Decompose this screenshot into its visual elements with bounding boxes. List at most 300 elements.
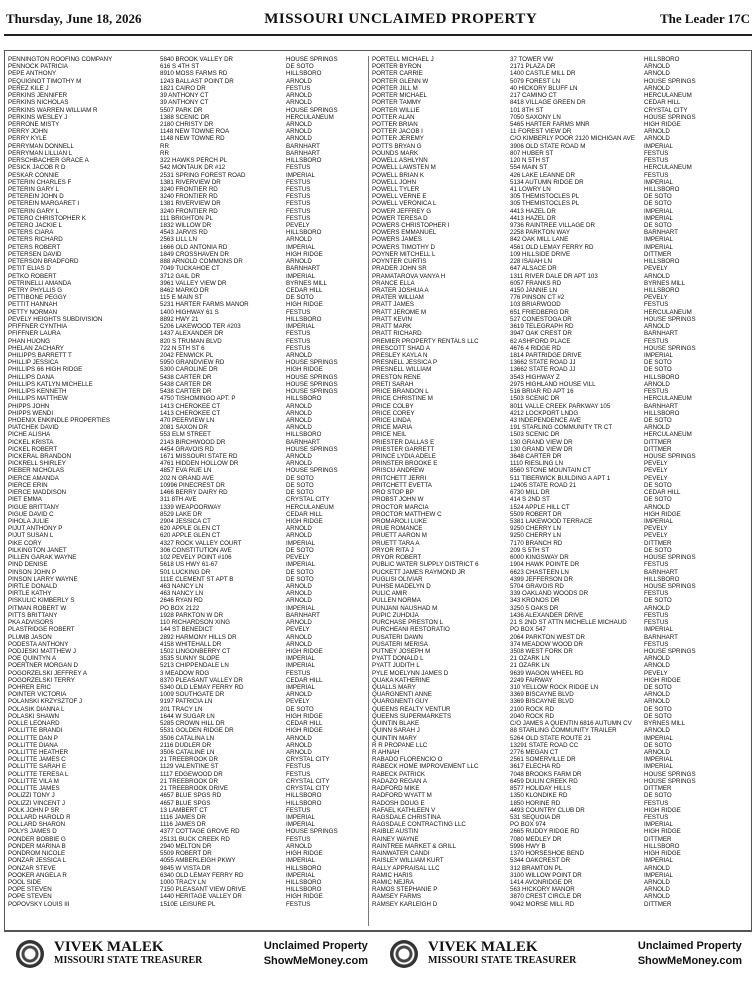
street-address: 2561 SOMERVILLE DR — [510, 756, 576, 764]
owner-name: PRATT MARK — [372, 323, 412, 331]
owner-name: PLASTRIDGE ROBERT — [8, 626, 75, 634]
listing-row — [8, 330, 368, 337]
owner-name: PETERIN GARY L — [8, 185, 60, 193]
street-address: 25131 BUCK CREEK RD — [160, 835, 230, 843]
street-address: 374 MEADOW WOOD DR — [510, 640, 583, 648]
owner-name: PRATER WILLIAM — [372, 294, 424, 302]
city: IMPERIAL — [286, 323, 315, 331]
listing-row — [8, 901, 368, 908]
listing-row — [8, 893, 368, 900]
owner-name: PONDER BOBBIE G — [8, 835, 66, 843]
owner-name: PRATER JOSHUA A — [372, 287, 429, 294]
street-address: 5840 BROOK VALLEY DR — [160, 56, 234, 63]
street-address: 5438 CARTER DR — [160, 373, 212, 381]
city: IMPERIAL — [286, 243, 315, 251]
city: CRYSTAL CITY — [286, 785, 330, 793]
owner-name: POGORZELSKI TERRY — [8, 676, 75, 684]
city: FESTUS — [644, 171, 669, 179]
owner-name: PRISCU ANDREW — [372, 467, 425, 475]
owner-name: PILLEN GARAK WAYNE — [8, 554, 77, 562]
city: PEVELY — [644, 525, 668, 533]
listing-row — [8, 612, 368, 619]
listing-row — [372, 467, 748, 474]
owner-name: PICHE ALISHA — [8, 431, 51, 439]
city: DE SOTO — [644, 193, 672, 201]
listing-row — [372, 489, 748, 496]
listing-row — [372, 670, 748, 677]
city: DITTMER — [644, 835, 672, 843]
listing-row — [8, 99, 368, 106]
city: IMPERIAL — [644, 821, 673, 829]
listing-row — [372, 785, 748, 792]
street-address: 3506 CATALINE LN — [160, 749, 215, 756]
street-address: 1832 WILLOW DR — [160, 222, 212, 230]
street-address: 1524 APPLE HILL CT — [510, 503, 570, 511]
owner-name: PIATCHEK DAVID — [8, 424, 59, 432]
street-address: 5134 AUTUMN RIDGE DR — [510, 178, 584, 186]
street-address: 1414 AVONRIDGE DR — [510, 878, 573, 886]
street-address: 191 STARLING COMMUNITY TR CT — [510, 424, 613, 432]
city: ARNOLD — [644, 272, 670, 280]
street-address: 3369 BISCAYNE BLVD — [510, 691, 574, 699]
owner-name: PRESNELL WILLIAM — [372, 366, 432, 374]
city: FESTUS — [286, 900, 311, 908]
owner-name: RAGSDALE CONTRACTING LLC — [372, 821, 466, 829]
city: IMPERIAL — [644, 243, 673, 251]
street-address: 2904 JESSICA CT — [160, 518, 211, 525]
city: ARNOLD — [644, 727, 670, 735]
city: ARNOLD — [286, 525, 312, 533]
city: BYRNES MILL — [644, 279, 685, 287]
street-address: PO BOX 2122 — [160, 604, 200, 612]
owner-name: PRO STOP BP — [372, 489, 414, 497]
listing-row — [8, 850, 368, 857]
street-address: 101 8TH ST — [510, 106, 544, 114]
street-address: 10996 PINECREST DR — [160, 481, 225, 489]
city: FESTUS — [286, 763, 311, 771]
city: DE SOTO — [644, 222, 672, 230]
owner-name: POWELL TYLER — [372, 185, 420, 193]
city: ARNOLD — [286, 77, 312, 85]
owner-name: QUEENS SUPERMARKETS — [372, 712, 452, 720]
city: HERCULANEUM — [644, 431, 692, 439]
listing-row — [372, 843, 748, 850]
owner-name: PRICE NEIL — [372, 431, 407, 439]
street-address: 8418 VILLAGE GREEN DR — [510, 99, 586, 107]
listing-row — [372, 107, 748, 114]
listing-row — [372, 388, 748, 395]
owner-name: PRUETT TARA A — [372, 539, 420, 547]
city: HOUSE SPRINGS — [286, 388, 338, 396]
issue-date: Thursday, June 18, 2026 — [6, 11, 142, 26]
city: IMPERIAL — [644, 626, 673, 634]
owner-name: POWELL LAWSTEN M — [372, 164, 436, 172]
listing-row — [8, 547, 368, 554]
listing-row — [8, 576, 368, 583]
city: BARNHART — [644, 330, 678, 338]
owner-name: PRESCOTT SHAD A — [372, 344, 430, 352]
owner-name: PIJUT ANTHONY P — [8, 525, 63, 533]
street-address: 1850 HORINE RD — [510, 799, 561, 807]
city: ARNOLD — [286, 135, 312, 143]
listing-row — [8, 569, 368, 576]
street-address: 5213 CHIPPENDALE LN — [160, 662, 229, 670]
street-address: 2892 HARMONY HILLS DR — [160, 633, 237, 641]
city: IMPERIAL — [644, 763, 673, 771]
listing-row — [8, 619, 368, 626]
city: HILLSBORO — [286, 886, 322, 894]
owner-name: PRIESTER DALLAS E — [372, 438, 435, 446]
owner-name: PIRTLE DONALD — [8, 582, 58, 590]
owner-name: PIJUT SUSAN L — [8, 532, 54, 540]
owner-name: PREMIER PROPERTY RENTALS LLC — [372, 337, 479, 345]
owner-name: PETERS CIARA — [8, 229, 54, 237]
listing-row — [372, 727, 748, 734]
owner-name: RAINWATER CANDI — [372, 850, 430, 858]
listing-row — [372, 135, 748, 142]
street-address: 6730 MILL DR — [510, 489, 550, 497]
city: IMPERIAL — [286, 561, 315, 569]
owner-name: RADFORD WYATT M — [372, 792, 432, 800]
listing-row — [8, 886, 368, 893]
city: HERCULANEUM — [644, 92, 692, 100]
street-address: 1370 HORSESHOE BEND — [510, 850, 584, 858]
street-address: 9736 RAINTREE VILLAGE DR — [510, 222, 595, 230]
owner-name: PEREZ KILE J — [8, 84, 49, 92]
city: ARNOLD — [644, 70, 670, 78]
listing-row — [8, 258, 368, 265]
listing-row — [372, 208, 748, 215]
listing-row — [8, 417, 368, 424]
street-address: 2975 HIGHLAND HOUSE VILL — [510, 380, 596, 388]
street-address: 5079 FOREST LN — [510, 77, 561, 85]
city: ARNOLD — [644, 128, 670, 136]
street-address: 1117 EDGEWOOD DR — [160, 770, 223, 778]
owner-name: POLLITTE HEATHER — [8, 749, 69, 756]
owner-name: PETKO ROBERT — [8, 272, 57, 280]
street-address: 13291 STATE ROAD CC — [510, 741, 579, 749]
city: CEDAR HILL — [644, 489, 681, 497]
city: FESTUS — [286, 84, 311, 92]
listing-row — [8, 691, 368, 698]
street-address: 6000 KINGSWAY DR — [510, 554, 569, 562]
owner-name: POPOVSKY LOUIS III — [8, 900, 70, 908]
street-address: 2646 RYAN RD — [160, 597, 203, 605]
owner-name: PODJESKI MATTHEW J — [8, 647, 76, 655]
city: HOUSE SPRINGS — [286, 445, 338, 453]
owner-name: PICKEL ROBERT — [8, 445, 58, 453]
city: HERCULANEUM — [286, 113, 334, 121]
city: HILLSBORO — [644, 842, 680, 850]
street-address: 3250 5 OAKS DR — [510, 604, 559, 612]
city: BARNHART — [286, 611, 320, 619]
city: ARNOLD — [286, 258, 312, 266]
listing-row — [8, 720, 368, 727]
listing-row — [8, 698, 368, 705]
street-address: 531 SEQUOIA DR — [510, 813, 561, 821]
listing-row — [372, 698, 748, 705]
owner-name: POHRER ERIC — [8, 684, 51, 692]
listing-row — [372, 258, 748, 265]
street-address: 511 TIBERWICK BUILDING A APT 1 — [510, 474, 611, 482]
listing-row — [372, 800, 748, 807]
owner-name: PETTY NORMAN — [8, 308, 58, 316]
street-address: 6459 DULIN CREEK RD — [510, 777, 578, 785]
owner-name: PORTELL MICHAEL J — [372, 56, 434, 63]
owner-name: PHIPPS JOHN — [8, 402, 50, 410]
listing-row — [372, 612, 748, 619]
city: FESTUS — [286, 207, 311, 215]
owner-name: PIRTLE KATHY — [8, 590, 52, 598]
listing-row — [8, 208, 368, 215]
city: HILLSBORO — [286, 70, 322, 78]
city: DITTMER — [644, 900, 672, 908]
owner-name: PESICK JACOB R D — [8, 164, 66, 172]
street-address: 311 8TH AVE — [160, 496, 197, 504]
owner-name: RAFAEL KATHLEEN V — [372, 806, 436, 814]
city: HIGH RIDGE — [286, 366, 323, 374]
listing-row — [372, 561, 748, 568]
city: ARNOLD — [286, 691, 312, 699]
city: PEVELY — [644, 294, 668, 302]
owner-name: PRICE BRANDON L — [372, 388, 429, 396]
street-address: 4493 COUNTRY CLUB DR — [510, 806, 585, 814]
listing-row — [8, 735, 368, 742]
owner-name: QUINN SARAH J — [372, 727, 420, 735]
listing-row — [8, 222, 368, 229]
listing-row — [8, 684, 368, 691]
city: ARNOLD — [286, 351, 312, 359]
listing-row — [372, 597, 748, 604]
owner-name: PETRY PHYLLIS G — [8, 287, 63, 294]
owner-name: PRADER JOHN SR — [372, 265, 427, 273]
owner-name: POWELL VERNE E — [372, 193, 427, 201]
listing-row — [8, 605, 368, 612]
street-address: 21 TREEBROOK DR — [160, 777, 218, 785]
listing-row — [8, 460, 368, 467]
city: FESTUS — [286, 806, 311, 814]
street-address: 842 OAK MILL LANE — [510, 236, 569, 244]
street-address: 470 PEERVIEW LN — [160, 416, 215, 424]
listing-row — [372, 677, 748, 684]
owner-name: QUINTIN BLAKE — [372, 720, 420, 728]
listing-row — [372, 713, 748, 720]
street-address: 8892 HWY 21 — [160, 315, 199, 323]
listing-row — [8, 172, 368, 179]
listing-row — [372, 431, 748, 438]
city: IMPERIAL — [286, 662, 315, 670]
owner-name: RAMIC HARIS — [372, 871, 413, 879]
street-address: 312 BRAMTON PL — [510, 864, 563, 872]
listing-row — [8, 287, 368, 294]
street-address: 426 LAKE LEANNE DR — [510, 171, 575, 179]
owner-name: PETERS ROBERT — [8, 243, 61, 251]
street-address: 21 S 2ND ST ATTN MICHELLE MICHAUD — [510, 619, 627, 627]
street-address: 13662 STATE ROAD JJ — [510, 359, 576, 367]
owner-name: POLLITTE VILA M — [8, 777, 59, 785]
listing-row — [8, 215, 368, 222]
owner-name: RAINTREE MARKET & GRILL — [372, 842, 457, 850]
street-address: 2940 MELTON DR — [160, 842, 212, 850]
street-address: 820 S TRUMAN BLVD — [160, 337, 222, 345]
owner-name: PRATT KEVIN — [372, 315, 412, 323]
city: HOUSE SPRINGS — [286, 373, 338, 381]
city: CRYSTAL CITY — [644, 106, 688, 114]
street-address: 3712 GAIL DR — [160, 272, 201, 280]
owner-name: POLLE LEONARD — [8, 720, 60, 728]
street-address: 2116 DUDLER DR — [160, 741, 212, 749]
owner-name: PIHOLA JULIE — [8, 518, 49, 525]
street-address: 4413 HAZEL DR — [510, 214, 556, 222]
city: FESTUS — [644, 611, 669, 619]
street-address: 305 THEMISTOCLES PL — [510, 193, 580, 201]
owner-name: PROCTOR MATTHEW C — [372, 510, 442, 518]
city: HERCULANEUM — [286, 503, 334, 511]
city: HIGH RIDGE — [286, 250, 323, 258]
listing-row — [372, 496, 748, 503]
street-address: 1148 NEW TOWNE ROA — [160, 128, 230, 136]
street-address: 130 GRAND VIEW DR — [510, 438, 573, 446]
city: FESTUS — [644, 640, 669, 648]
city: HOUSE SPRINGS — [644, 582, 696, 590]
owner-name: PITTS BRITTANY — [8, 611, 58, 619]
city: HERCULANEUM — [644, 308, 692, 316]
owner-name: RABECK PATRICK — [372, 770, 426, 778]
city: CRYSTAL CITY — [286, 496, 330, 504]
listing-row — [372, 85, 748, 92]
owner-name: PETIT ELIAS D — [8, 265, 51, 273]
listing-row — [8, 872, 368, 879]
owner-name: POLLITTE TERESA L — [8, 770, 69, 778]
listing-row — [372, 381, 748, 388]
listing-row — [372, 525, 748, 532]
owner-name: POLLITTE BRANDI — [8, 727, 63, 735]
street-address: 305 THEMISTOCLES PL — [510, 200, 580, 208]
listing-row — [8, 309, 368, 316]
listing-row — [8, 251, 368, 258]
street-address: 4150 JANNIE LN — [510, 287, 558, 294]
owner-name: RAMIC NEJRA — [372, 878, 414, 886]
listing-row — [372, 872, 748, 879]
listing-row — [372, 338, 748, 345]
street-address: 620 APPLE GLEN CT — [160, 532, 221, 540]
owner-name: POWELL VERONICA L — [372, 200, 437, 208]
city: ARNOLD — [286, 532, 312, 540]
street-address: 4212 LOCKPORT LNDG — [510, 409, 579, 417]
street-address: 5231 HARTER FARMS MANOR — [160, 301, 249, 309]
listing-row — [372, 323, 748, 330]
city: HILLSBORO — [286, 431, 322, 439]
city: FESTUS — [644, 301, 669, 309]
listing-row — [8, 857, 368, 864]
listing-row — [372, 662, 748, 669]
listing-row — [372, 236, 748, 243]
city: BARNHART — [644, 402, 678, 410]
owner-name: PHILLIPS 66 HIGH RIDGE — [8, 366, 83, 374]
city: ARNOLD — [644, 749, 670, 756]
listing-row — [8, 164, 368, 171]
street-address: 1339 WEAPOORWAY — [160, 503, 222, 511]
city: HOUSE SPRINGS — [644, 777, 696, 785]
owner-name: R AHNAH — [372, 749, 400, 756]
street-address: 202 N GRAND AVE — [160, 474, 214, 482]
owner-name: PLUMB JASON — [8, 633, 52, 641]
street-address: 5344 OAKCREST DR — [510, 857, 571, 865]
street-address: 39 ANTHONY CT — [160, 92, 209, 100]
listing-row — [8, 395, 368, 402]
owner-name: POWELL JOHN — [372, 178, 417, 186]
street-address: 9042 MORSE MILL RD — [510, 900, 575, 908]
city: HILLSBORO — [286, 229, 322, 237]
city: ARNOLD — [286, 842, 312, 850]
owner-name: PUPIC ZUHDIJA — [372, 611, 419, 619]
city: BARNHART — [286, 142, 320, 150]
street-address: 3240 FRONTIER RD — [160, 207, 218, 215]
owner-name: RAISLEY WILLIAM KURT — [372, 857, 444, 865]
street-address: 322 HAWKS PERCH PL — [160, 157, 228, 165]
listing-row — [372, 821, 748, 828]
owner-name: PHOENIX ENKINDLE PROPERTIES — [8, 416, 111, 424]
owner-name: PEPE ANTHONY — [8, 70, 57, 78]
city: IMPERIAL — [644, 756, 673, 764]
listing-row — [372, 186, 748, 193]
listing-row — [8, 561, 368, 568]
owner-name: POYNTER CURTIS — [372, 258, 427, 266]
owner-name: QUARGNENTI ANNE — [372, 691, 432, 699]
street-address: 3870 CREST CIRCLE DR — [510, 893, 582, 901]
listing-row — [372, 720, 748, 727]
owner-name: PUNJANI NAUSHAD M — [372, 604, 438, 612]
owner-name: PERKINS NICHOLAS — [8, 99, 69, 107]
owner-name: PRICE COREY — [372, 409, 415, 417]
street-address: 620 APPLE GLEN CT — [160, 525, 221, 533]
listing-row — [372, 691, 748, 698]
listing-row — [8, 489, 368, 496]
city: IMPERIAL — [286, 539, 315, 547]
owner-name: POOL SIDE — [8, 878, 42, 886]
owner-name: POLLITTE DAN P — [8, 734, 58, 742]
listing-row — [8, 843, 368, 850]
owner-name: PROCTOR MARCIA — [372, 503, 429, 511]
street-address: 201 TRACY LN — [160, 705, 203, 713]
street-address: 144 ST BENEDICT — [160, 626, 213, 634]
street-address: 1381 RIVERVIEW DR — [160, 200, 221, 208]
street-address: 109 HILLSIDE DRIVE — [510, 250, 571, 258]
page-title: MISSOURI UNCLAIMED PROPERTY — [264, 10, 538, 27]
city: IMPERIAL — [286, 684, 315, 692]
street-address: 8577 HOLIDAY HILLS — [510, 785, 571, 793]
city: ARNOLD — [286, 741, 312, 749]
street-address: 12405 STATE ROAD 21 — [510, 481, 577, 489]
city: BARNHART — [286, 149, 320, 157]
listing-row — [8, 193, 368, 200]
owner-name: POLLITTE JAMES C — [8, 756, 66, 764]
street-address: 6057 FRANKS RD — [510, 279, 562, 287]
listing-row — [372, 807, 748, 814]
street-address: 2180 CHRISTY DR — [160, 120, 214, 128]
owner-name: PETTIBONE PEGGY — [8, 294, 67, 302]
street-address: 7080 MEDLEY DR — [510, 835, 562, 843]
city: PEVELY — [644, 265, 668, 273]
listing-row — [372, 359, 748, 366]
city: HILLSBORO — [644, 373, 680, 381]
street-address: 9197 PATRICIA LN — [160, 698, 213, 706]
street-address: 21 OZARK LN — [510, 662, 550, 670]
listing-row — [8, 179, 368, 186]
owner-name: PERRYMAN LILLIAN L — [8, 149, 73, 157]
city: ARNOLD — [644, 503, 670, 511]
owner-name: PORTER BYRON — [372, 63, 422, 71]
